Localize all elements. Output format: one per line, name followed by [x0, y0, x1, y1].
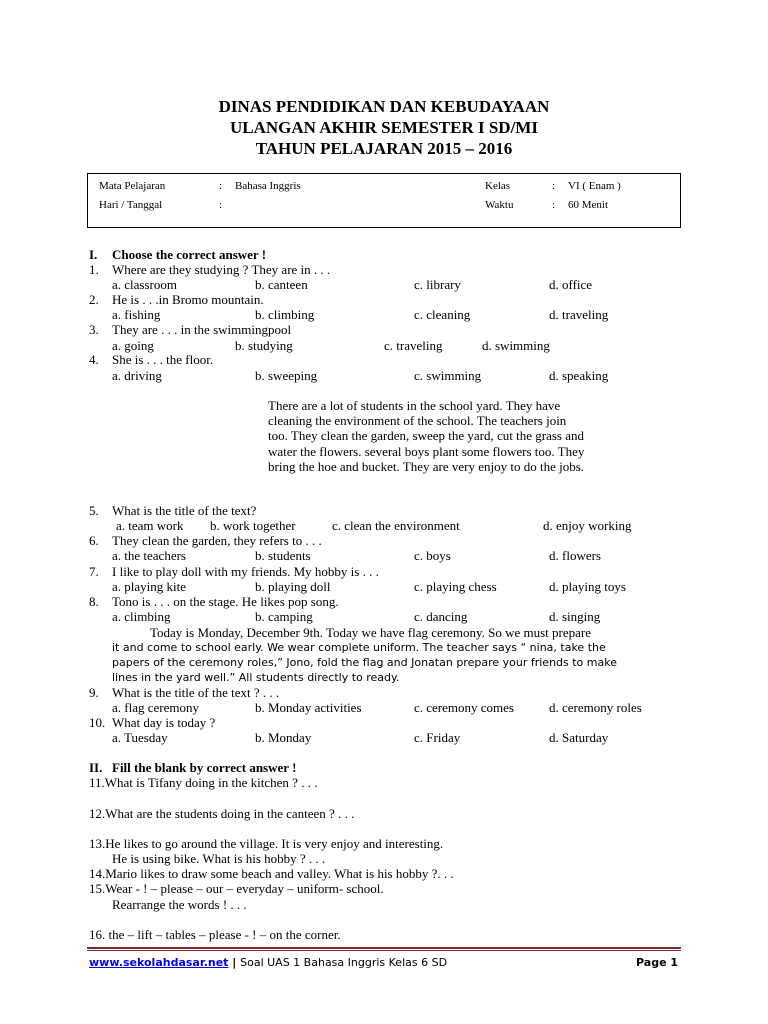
q4-option-a: a. driving	[112, 368, 162, 383]
q4-option-c: c. swimming	[414, 368, 482, 383]
q2-option-b: b. climbing	[255, 307, 315, 322]
reading-passage-1: There are a lot of students in the school yard. They have cleaning the environment of the school. The teachers join too. They clean the garden, sweep the yard, cut the grass and water the flowers. several boys plant some flowers too. They bring the hoe and bucket. They are very enjoy to do the jobs.	[268, 398, 585, 474]
q10-option-d: d. Saturday	[549, 730, 609, 745]
q9-option-b: b. Monday activities	[255, 700, 362, 715]
time-label: Waktu	[485, 199, 514, 211]
q7-number: 7.	[89, 564, 99, 579]
fill-q13-line-2: He is using bike. What is his hobby ? . . .	[112, 851, 326, 866]
q4-text: She is . . . the floor.	[112, 352, 214, 367]
subject-colon: :	[219, 180, 223, 192]
header-line-2: ULANGAN AKHIR SEMESTER I SD/MI	[230, 118, 538, 137]
q4-option-b: b. sweeping	[255, 368, 318, 383]
section-2-number: II.	[89, 760, 103, 775]
footer-separator: |	[228, 956, 241, 969]
q3-number: 3.	[89, 322, 99, 337]
info-box	[87, 173, 681, 228]
q9-option-d: d. ceremony roles	[549, 700, 642, 715]
footer-doc-title: Soal UAS 1 Bahasa Inggris Kelas 6 SD	[240, 956, 448, 969]
subject-value: Bahasa Inggris	[235, 180, 301, 192]
q2-text: He is . . .in Bromo mountain.	[112, 292, 264, 307]
q9-number: 9.	[89, 685, 99, 700]
q9-option-a: a. flag ceremony	[112, 700, 199, 715]
footer-page-number	[636, 955, 678, 971]
fill-q15-line-1: 15.Wear - ! – please – our – everyday – uniform- school.	[89, 881, 384, 896]
q4-number: 4.	[89, 352, 99, 367]
fill-q14: 14.Mario likes to draw some beach and valley. What is his hobby ?. . .	[89, 866, 454, 881]
reading-passage-2-line-4: lines in the yard well.” All students directly to ready.	[112, 671, 400, 684]
q6-number: 6.	[89, 533, 99, 548]
date-label: Hari / Tanggal	[99, 199, 163, 211]
q1-option-a: a. classroom	[112, 277, 177, 292]
footer-page-num: 1	[670, 956, 679, 969]
q6-option-c: c. boys	[414, 548, 451, 563]
q6-option-a: a. the teachers	[112, 548, 186, 563]
q5-option-a: a. team work	[116, 518, 184, 533]
footer-page-word: Page	[636, 956, 667, 969]
q8-text: Tono is . . . on the stage. He likes pop song.	[112, 594, 339, 609]
q10-number: 10.	[89, 715, 106, 730]
q7-option-c: c. playing chess	[414, 579, 497, 594]
section-1-number: I.	[89, 247, 98, 262]
q3-option-d: d. swimming	[482, 338, 550, 353]
q3-option-b: b. studying	[235, 338, 293, 353]
footer-left	[89, 955, 447, 971]
q5-number: 5.	[89, 503, 99, 518]
q2-option-d: d. traveling	[549, 307, 609, 322]
q7-text: I like to play doll with my friends. My hobby is . . .	[112, 564, 379, 579]
class-label: Kelas	[485, 180, 511, 192]
reading-passage-2-line-2: it and come to school early. We wear complete uniform. The teacher says “ nina, take the	[112, 641, 606, 654]
q1-number: 1.	[89, 262, 99, 277]
time-colon: :	[552, 199, 556, 211]
q1-option-d: d. office	[549, 277, 593, 292]
q5-option-c: c. clean the environment	[332, 518, 460, 533]
q9-text: What is the title of the text ? . . .	[112, 685, 280, 700]
class-value: VI ( Enam )	[568, 180, 621, 192]
fill-q16: 16. the – lift – tables – please - ! – on the corner.	[89, 927, 341, 942]
fill-q15-line-2: Rearrange the words ! . . .	[112, 897, 247, 912]
fill-q12: 12.What are the students doing in the canteen ? . . .	[89, 806, 355, 821]
q10-option-c: c. Friday	[414, 730, 461, 745]
q8-option-b: b. camping	[255, 609, 313, 624]
q6-option-d: d. flowers	[549, 548, 601, 563]
q6-option-b: b. students	[255, 548, 311, 563]
section-1-title: Choose the correct answer !	[112, 247, 267, 262]
reading-passage-2-line-1: Today is Monday, December 9th. Today we have flag ceremony. So we must prepare	[150, 625, 592, 640]
fill-q13-line-1: 13.He likes to go around the village. It is very enjoy and interesting.	[89, 836, 444, 851]
q8-option-c: c. dancing	[414, 609, 468, 624]
q3-option-c: c. traveling	[384, 338, 443, 353]
q1-option-b: b. canteen	[255, 277, 308, 292]
q7-option-d: d. playing toys	[549, 579, 626, 594]
fill-q11: 11.What is Tifany doing in the kitchen ? . . .	[89, 775, 318, 790]
q5-text: What is the title of the text?	[112, 503, 257, 518]
subject-label: Mata Pelajaran	[99, 180, 166, 192]
section-2-title: Fill the blank by correct answer !	[112, 760, 297, 775]
q9-option-c: c. ceremony comes	[414, 700, 514, 715]
q7-option-b: b. playing doll	[255, 579, 331, 594]
footer-rule-thin	[87, 950, 681, 951]
footer-rule-thick	[87, 947, 681, 949]
q3-text: They are . . . in the swimmingpool	[112, 322, 292, 337]
q5-option-d: d. enjoy working	[543, 518, 632, 533]
q2-option-c: c. cleaning	[414, 307, 471, 322]
q4-option-d: d. speaking	[549, 368, 609, 383]
q8-option-a: a. climbing	[112, 609, 171, 624]
date-colon: :	[219, 199, 223, 211]
class-colon: :	[552, 180, 556, 192]
header-line-1: DINAS PENDIDIKAN DAN KEBUDAYAAN	[218, 97, 550, 116]
q8-number: 8.	[89, 594, 99, 609]
q10-text: What day is today ?	[112, 715, 216, 730]
time-value: 60 Menit	[568, 199, 609, 211]
footer-website-link[interactable]: www.sekolahdasar.net	[89, 956, 229, 969]
header-line-3: TAHUN PELAJARAN 2015 – 2016	[255, 139, 513, 158]
q1-text: Where are they studying ? They are in . . .	[112, 262, 331, 277]
q5-option-b: b. work together	[210, 518, 296, 533]
q10-option-a: a. Tuesday	[112, 730, 168, 745]
q2-option-a: a. fishing	[112, 307, 161, 322]
q10-option-b: b. Monday	[255, 730, 312, 745]
q6-text: They clean the garden, they refers to . . .	[112, 533, 322, 548]
q2-number: 2.	[89, 292, 99, 307]
q7-option-a: a. playing kite	[112, 579, 187, 594]
q8-option-d: d. singing	[549, 609, 601, 624]
reading-passage-2-line-3: papers of the ceremony roles,” Jono, fold the flag and Jonatan prepare your friends to make	[112, 656, 617, 669]
q1-option-c: c. library	[414, 277, 461, 292]
q3-option-a: a. going	[112, 338, 154, 353]
